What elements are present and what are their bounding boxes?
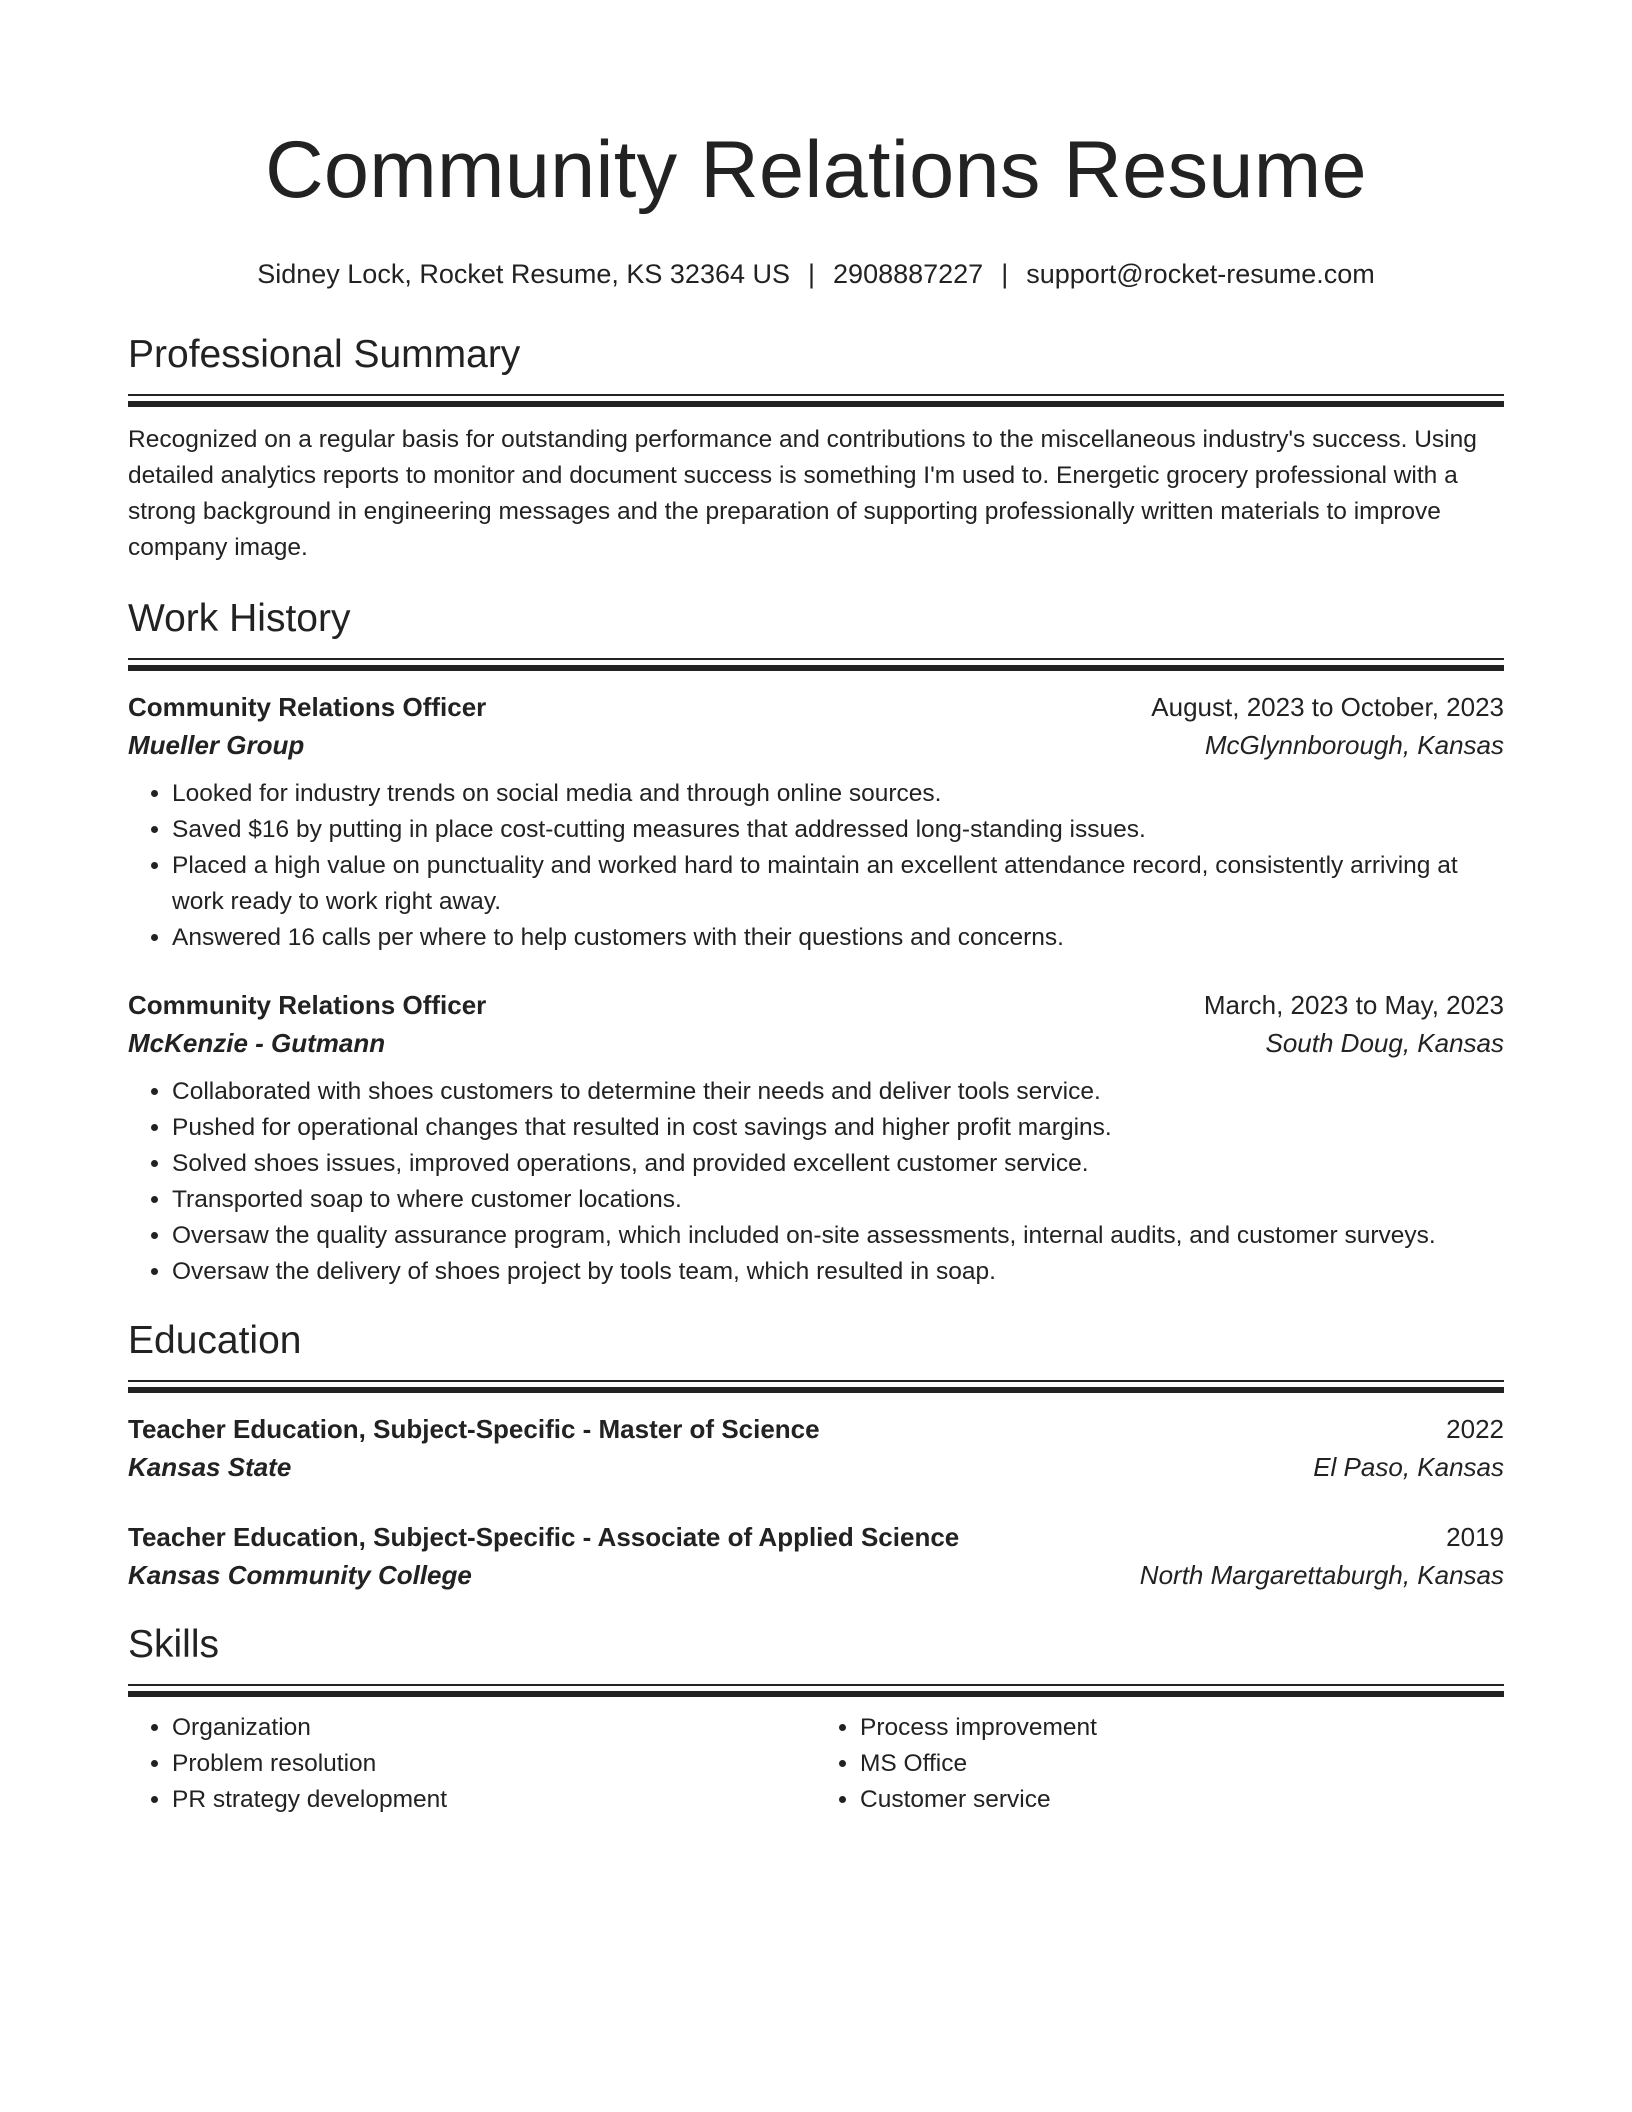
job-header-row xyxy=(128,986,1504,1024)
education-header-row xyxy=(128,1518,1504,1556)
section-heading-work-history: Work History xyxy=(128,597,351,640)
job-location: McGlynnborough, Kansas xyxy=(1204,730,1504,760)
education-school: Kansas State xyxy=(128,1452,292,1482)
skills-columns xyxy=(128,1698,1504,1818)
section-heading-education: Education xyxy=(128,1319,302,1362)
resume-title: Community Relations Resume xyxy=(265,125,1367,215)
list-item: • Oversaw the quality assurance program, which included on-site assessments, internal audits, and customer surveys. xyxy=(172,1218,1504,1254)
education-section xyxy=(128,1316,1504,1594)
skills-list-left xyxy=(128,1710,816,1818)
section-divider xyxy=(128,1684,1504,1698)
job-bullet-list xyxy=(128,1074,1504,1290)
list-item: • Pushed for operational changes that resulted in cost savings and higher profit margins. xyxy=(172,1110,1504,1146)
list-item: • PR strategy development xyxy=(172,1782,816,1818)
list-item: • Customer service xyxy=(860,1782,1504,1818)
section-heading-summary: Professional Summary xyxy=(128,333,521,376)
list-item: • Process improvement xyxy=(860,1710,1504,1746)
skills-section xyxy=(128,1620,1504,1818)
job-header-row xyxy=(128,688,1504,726)
list-item: • Saved $16 by putting in place cost-cutting measures that addressed long-standing issues. xyxy=(172,812,1504,848)
list-item: • Solved shoes issues, improved operations, and provided excellent customer service. xyxy=(172,1146,1504,1182)
education-year: 2019 xyxy=(1446,1522,1504,1552)
education-school-row xyxy=(128,1448,1504,1486)
education-degree: Teacher Education, Subject-Specific - Associate of Applied Science xyxy=(128,1522,960,1552)
education-degree: Teacher Education, Subject-Specific - Master of Science xyxy=(128,1414,820,1444)
job-dates: August, 2023 to October, 2023 xyxy=(1151,692,1504,722)
job-entry xyxy=(128,986,1504,1290)
education-entry xyxy=(128,1410,1504,1486)
job-title: Community Relations Officer xyxy=(128,692,487,722)
contact-phone: 2908887227 xyxy=(833,259,984,289)
list-item: • Looked for industry trends on social media and through online sources. xyxy=(172,776,1504,812)
list-item: • Problem resolution xyxy=(172,1746,816,1782)
education-location: North Margarettaburgh, Kansas xyxy=(1139,1560,1504,1590)
list-item: • Collaborated with shoes customers to determine their needs and deliver tools service. xyxy=(172,1074,1504,1110)
list-item: • Transported soap to where customer locations. xyxy=(172,1182,1504,1218)
education-year: 2022 xyxy=(1446,1414,1504,1444)
education-location: El Paso, Kansas xyxy=(1313,1452,1504,1482)
contact-address: Sidney Lock, Rocket Resume, KS 32364 US xyxy=(257,259,791,289)
job-bullet-list xyxy=(128,776,1504,956)
contact-line xyxy=(128,256,1504,292)
section-divider xyxy=(128,394,1504,408)
job-title: Community Relations Officer xyxy=(128,990,487,1020)
education-entry xyxy=(128,1518,1504,1594)
education-school: Kansas Community College xyxy=(128,1560,472,1590)
job-employer-row xyxy=(128,726,1504,764)
job-dates: March, 2023 to May, 2023 xyxy=(1203,990,1504,1020)
education-header-row xyxy=(128,1410,1504,1448)
job-employer-row xyxy=(128,1024,1504,1062)
skills-list-right xyxy=(816,1710,1504,1818)
contact-separator: | xyxy=(1001,259,1009,289)
list-item: • Answered 16 calls per where to help customers with their questions and concerns. xyxy=(172,920,1504,956)
job-location: South Doug, Kansas xyxy=(1265,1028,1504,1058)
work-history-section xyxy=(128,594,1504,1290)
contact-separator: | xyxy=(808,259,816,289)
summary-text: Recognized on a regular basis for outstanding performance and contributions to the miscellaneous industry's success. Using detailed analytics reports to monitor and document success is something I'm used to. Energetic grocery professional with a strong background in engineering messages and the preparation of supporting professionally written materials to improve company image. xyxy=(128,426,1477,561)
education-school-row xyxy=(128,1556,1504,1594)
job-employer: McKenzie - Gutmann xyxy=(128,1028,386,1058)
list-item: • Organization xyxy=(172,1710,816,1746)
section-heading-skills: Skills xyxy=(128,1623,220,1666)
section-divider xyxy=(128,658,1504,672)
contact-email[interactable]: support@rocket-resume.com xyxy=(1026,259,1375,289)
list-item: • Oversaw the delivery of shoes project by tools team, which resulted in soap. xyxy=(172,1254,1504,1290)
job-entry xyxy=(128,688,1504,956)
list-item: • MS Office xyxy=(860,1746,1504,1782)
job-employer: Mueller Group xyxy=(128,730,305,760)
section-divider xyxy=(128,1380,1504,1394)
list-item: • Placed a high value on punctuality and worked hard to maintain an excellent attendance record, consistently arriving at work ready to work right away. xyxy=(172,848,1504,920)
summary-section xyxy=(128,330,1504,566)
